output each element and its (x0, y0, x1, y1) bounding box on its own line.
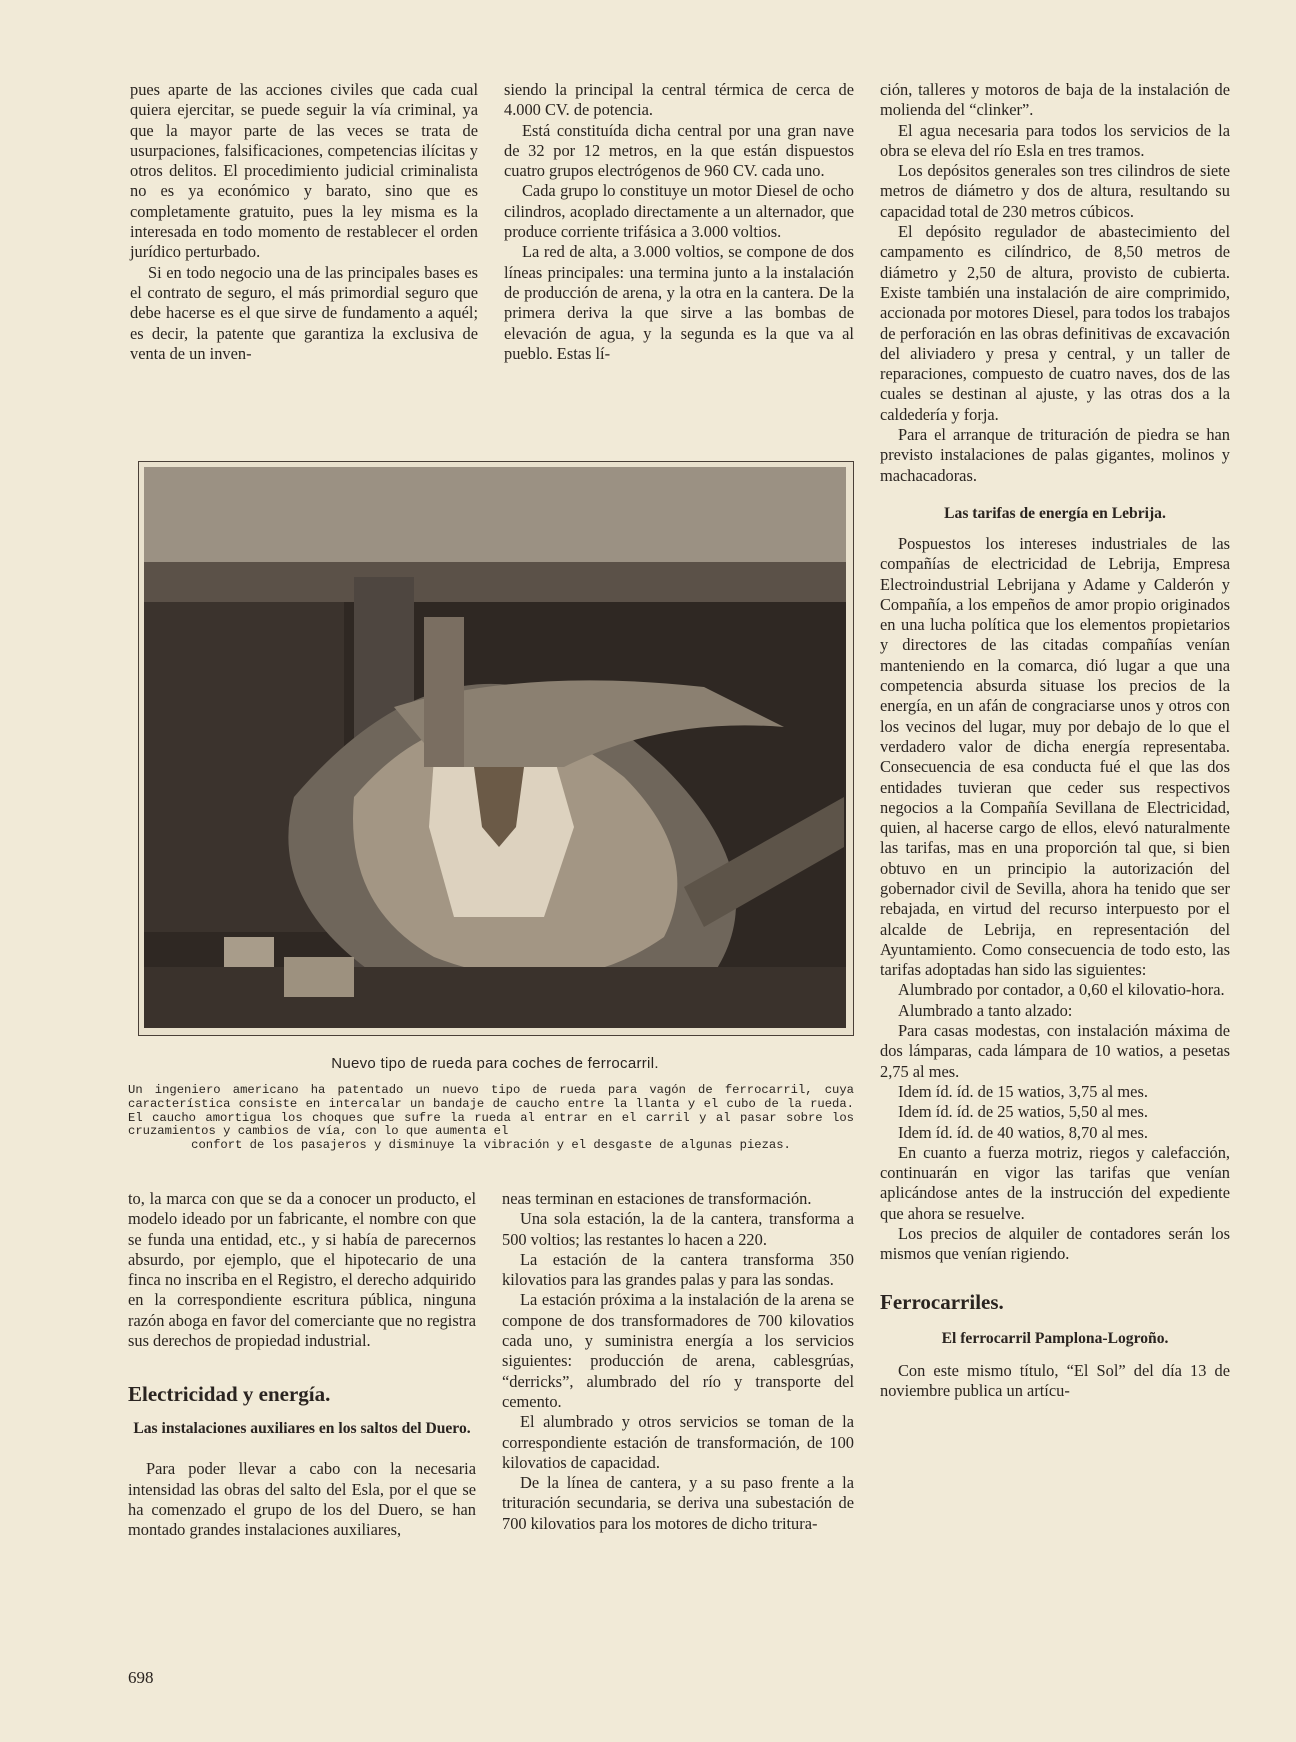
paragraph: El alumbrado y otros servicios se toman de la correspondiente estación de transformación, de 100 kilovatios de capacidad. (502, 1412, 854, 1472)
paragraph: El agua necesaria para todos los servicios de la obra se eleva del río Esla en tres tramos. (880, 120, 1230, 160)
photo-caption-body (128, 1084, 854, 1153)
paragraph: La estación próxima a la instalación de la arena se compone de dos transformadores de 700 kilovatios cada uno, y suministra energía a los servicios siguientes: producción de arena, cablesgrúas, “derricks”, alumbrado del río y transporte del cemento. (502, 1290, 854, 1411)
paragraph: Cada grupo lo constituye un motor Diesel de ocho cilindros, acoplado directamente a un alternador, que produce corriente trifásica a 3.000 voltios. (504, 181, 854, 242)
paragraph: to, la marca con que se da a conocer un producto, el modelo ideado por un fabricante, el nombre con que se funda una entidad, etc., y si había de parecernos absurdo, por ejemplo, que el hipotecario de una finca no inscriba en el Registro, el derecho adquirido en la correspondiente escritura pública, ninguna razón aboga en favor del comerciante que no registra sus derechos de propiedad industrial. (128, 1189, 476, 1351)
paragraph: La red de alta, a 3.000 voltios, se compone de dos líneas principales: una termina junto a la instalación de producción de arena, y la otra en la cantera. De la primera deriva la que sirve a las bombas de elevación de agua, y la segunda es la que va al pueblo. Estas lí- (504, 242, 854, 363)
paragraph: pues aparte de las acciones civiles que cada cual quiera ejercitar, se puede seguir la vía criminal, ya que la mayor parte de las veces se trata de usurpaciones, falsificaciones, competencias ilícitas y otros delitos. El procedimiento judicial criminalista no es ya económico y barato, sino que es completamente gratuito, pues la ley misma es la interesada en todo momento de restablecer el orden jurídico perturbado. (130, 80, 478, 262)
paragraph: De la línea de cantera, y a su paso frente a la trituración secundaria, se deriva una subestación de 700 kilovatios para los motores de dicho tritura- (502, 1473, 854, 1533)
section-subheading: Las instalaciones auxiliares en los saltos del Duero. (133, 1420, 471, 1438)
paragraph: Alumbrado por contador, a 0,60 el kilovatio-hora. (898, 980, 1225, 1000)
paragraph: siendo la principal la central térmica de cerca de 4.000 CV. de potencia. (504, 80, 854, 120)
paragraph: neas terminan en estaciones de transformación. (502, 1189, 812, 1208)
paragraph: Con este mismo título, “El Sol” del día 13 de noviembre publica un artícu- (880, 1360, 1230, 1400)
paragraph: Idem íd. íd. de 25 watios, 5,50 al mes. (898, 1102, 1148, 1122)
paragraph: Alumbrado a tanto alzado: (898, 1000, 1073, 1020)
column-2-bottom (502, 1189, 854, 1534)
page-number: 698 (128, 1668, 154, 1687)
photo-frame (138, 461, 854, 1036)
paragraph: Idem íd. íd. de 40 watios, 8,70 al mes. (898, 1122, 1148, 1142)
paragraph: El depósito regulador de abastecimiento del campamento es cilíndrico, de 8,50 metros de diámetro y 2,50 de altura, provisto de cubierta. Existe también una instalación de aire comprimido, accionada por motores Diesel, para todos los trabajos de perforación en las obras definitivas de excavación del aliviadero y presa y central, y un taller de reparaciones, compuesto de cuatro naves, dos de las cuales se destinan al ajuste, y las otras dos a la caldedería y forja. (880, 222, 1230, 424)
column-1-top (130, 80, 478, 364)
section-heading: Electricidad y energía. (128, 1382, 331, 1407)
paragraph: Idem íd. íd. de 15 watios, 3,75 al mes. (898, 1081, 1148, 1101)
paragraph: Para el arranque de trituración de piedra se han previsto instalaciones de palas gigantes, molinos y machacadoras. (880, 425, 1230, 485)
railway-wheel-photo (144, 467, 846, 1028)
paragraph: Los depósitos generales son tres cilindros de siete metros de diámetro y dos de altura, resultando su capacidad total de 230 metros cúbicos. (880, 161, 1230, 221)
photo-caption-title: Nuevo tipo de rueda para coches de ferrocarril. (331, 1055, 659, 1072)
section-subheading: Las tarifas de energía en Lebrija. (944, 504, 1166, 522)
paragraph: ción, talleres y motoros de baja de la instalación de molienda del “clinker”. (880, 80, 1230, 120)
section-subheading: El ferrocarril Pamplona-Logroño. (941, 1329, 1169, 1347)
caption-text: Un ingeniero americano ha patentado un nuevo tipo de rueda para vagón de ferrocarril, cuya característica consiste en intercalar un bandaje de caucho entre la llanta y el cubo de la rueda. El caucho amortigua los choques que sufre la rueda al entrar en el carril y al pasar sobre los cruzamientos y cambios de vía, con lo que aumenta el (128, 1083, 854, 1139)
paragraph: Si en todo negocio una de las principales bases es el contrato de seguro, el más primordial seguro que debe hacerse es el que sirve de fundamento a aquél; es decir, la patente que garantiza la exclusiva de venta de un inven- (130, 262, 478, 363)
paragraph: Está constituída dicha central por una gran nave de 32 por 12 metros, en la que están dispuestos cuatro grupos electrógenos de 960 CV. cada uno. (504, 120, 854, 181)
paragraph: Para poder llevar a cabo con la necesaria intensidad las obras del salto del Esla, por el que se ha comenzado el grupo de los del Duero, se han montado grandes instalaciones auxiliares, (128, 1459, 476, 1540)
paragraph: La estación de la cantera transforma 350 kilovatios para las grandes palas y para las sondas. (502, 1249, 854, 1290)
caption-last-line: confort de los pasajeros y disminuye la vibración y el desgaste de algunas piezas. (191, 1138, 791, 1153)
column-3 (880, 80, 1230, 1401)
paragraph: Para casas modestas, con instalación máxima de dos lámparas, cada lámpara de 10 watios, a pesetas 2,75 al mes. (880, 1021, 1230, 1081)
paragraph: Una sola estación, la de la cantera, transforma a 500 voltios; las restantes lo hacen a 220. (502, 1209, 854, 1249)
column-2-top (504, 80, 854, 364)
section-heading: Ferrocarriles. (880, 1289, 1004, 1314)
paragraph: En cuanto a fuerza motriz, riegos y calefacción, continuarán en vigor las tarifas que venían aplicándose antes de la instrucción del expediente que ahora se resuelve. (880, 1142, 1230, 1223)
paragraph: Los precios de alquiler de contadores serán los mismos que venían rigiendo. (880, 1224, 1230, 1264)
paragraph: Pospuestos los intereses industriales de las compañías de electricidad de Lebrija, Empresa Electroindustrial Lebrijana y Adame y Calderón y Compañía, a los empeños de amor propio originados en una lucha política que los elementos propietarios y directores de las citadas compañías venían manteniendo en la comarca, dió lugar a que una competencia absurda situase los precios de la energía, en un afán de congraciarse unos y otros con los vecinos del lugar, muy por debajo de lo que el verdadero valor de dicha energía representaba. Consecuencia de esa conducta fué el que las dos entidades tuvieran que ceder sus respectivos negocios a la Compañía Sevillana de Electricidad, quien, al hacerse cargo de ellos, elevó naturalmente las tarifas, mas en una proporción tal que, si bien obtuvo en un principio la autorización del gobernador civil de Sevilla, ahora ha tenido que ser rebajada, en virtud del recurso interpuesto por el alcalde de Lebrija, en representación del Ayuntamiento. Como consecuencia de todo esto, las tarifas adoptadas han sido las siguientes: (880, 533, 1230, 980)
column-1-bottom (128, 1189, 476, 1541)
